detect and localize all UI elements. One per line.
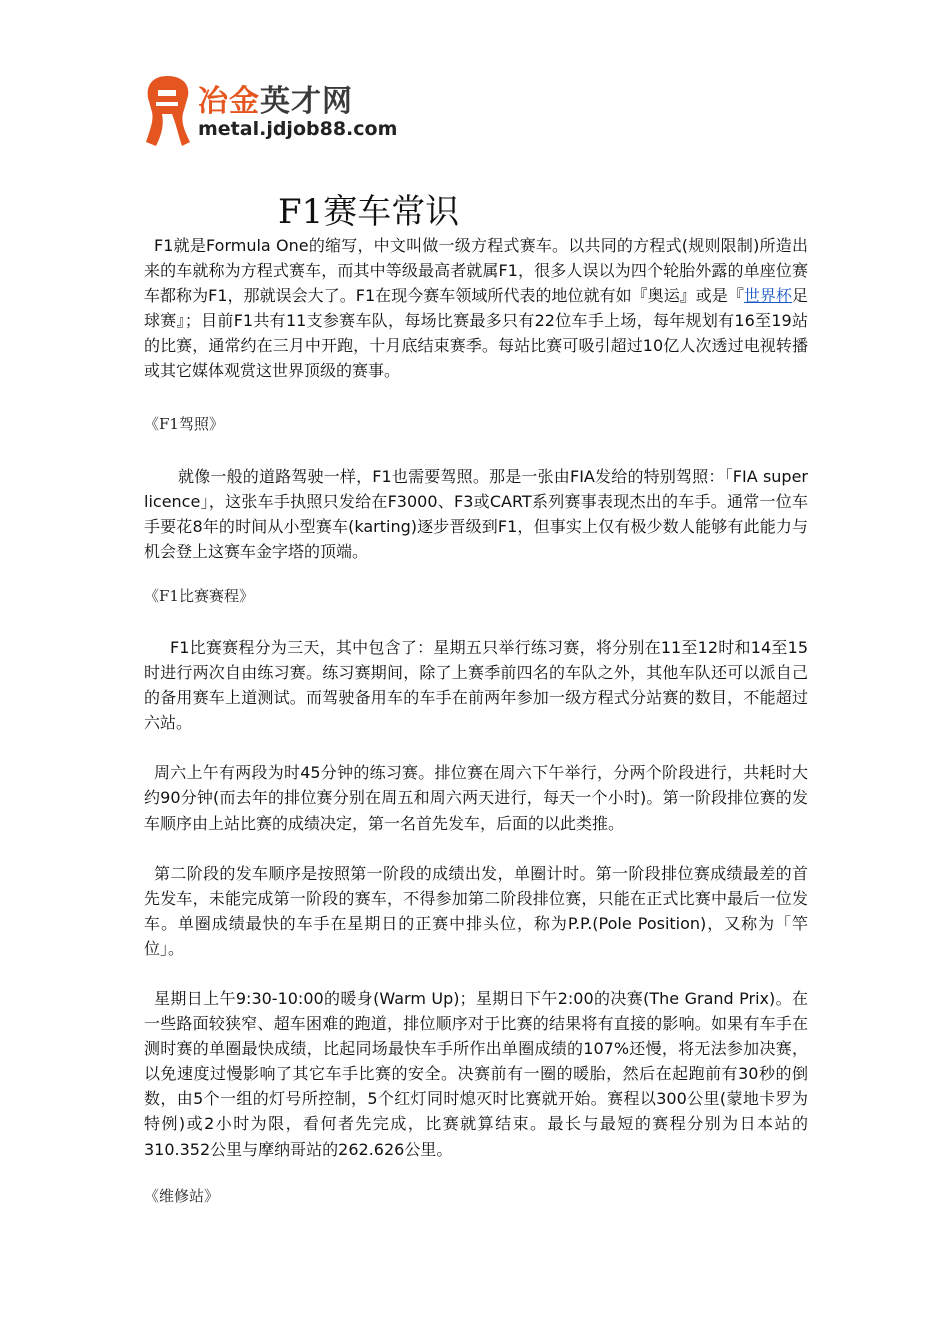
license-heading: 《F1驾照》: [144, 414, 224, 433]
schedule-paragraph-4: 星期日上午9:30-10:00的暖身(Warm Up)；星期日下午2:00的决赛(The Grand Prix)。在一些路面较狭窄、超车困难的跑道，排位顺序对于比赛的结果将有直接的影响。如果有车手在测时赛的单圈最快成绩，比起同场最快车手所作出单圈成绩的107%还慢，将无法参加决赛，以免速度过慢影响了其它车手比赛的安全。决赛前有一圈的暖胎，然后在起跑前有30秒的倒数，由5个一组的灯号所控制，5个红灯同时熄灭时比赛就开始。赛程以300公里(蒙地卡罗为特例)或2小时为限，看何者先完成，比赛就算结束。最长与最短的赛程分别为日本站的310.352公里与摩纳哥站的262.626公里。: [144, 988, 808, 1159]
intro-paragraph: [144, 233, 808, 384]
logo-chinese-name: [198, 76, 353, 120]
logo-url: metal.jdjob88.com: [198, 118, 398, 140]
schedule-paragraph-1: F1比赛赛程分为三天，其中包含了：星期五只举行练习赛，将分别在11至12时和14至15时进行两次自由练习赛。练习赛期间，除了上赛季前四名的车队之外，其他车队还可以派自己的备用赛车上道测试。而驾驶备用车的车手在前两年参加一级方程式分站赛的数目，不能超过六站。: [144, 637, 808, 733]
article-body: [144, 233, 808, 1209]
schedule-heading: 《F1比赛赛程》: [144, 586, 254, 605]
pit-stop-heading: 《维修站》: [144, 1186, 220, 1205]
logo-name-tail: 英才网: [260, 84, 353, 119]
site-logo[interactable]: [142, 70, 402, 154]
intro-text-before: F1就是Formula One的缩写，中文叫做一级方程式赛车。以共同的方程式(规则限制)所造出来的车就称为方程式赛车，而其中等级最高者就属F1，很多人误以为四个轮胎外露的单座位赛车都称为F1，那就误会大了。F1在现今赛车领域所代表的地位就有如『奥运』或是『: [144, 236, 808, 306]
schedule-paragraph-2: 周六上午有两段为时45分钟的练习赛。排位赛在周六下午举行，分两个阶段进行，共耗时大约90分钟(而去年的排位赛分别在周五和周六两天进行，每天一个小时)。第一阶段排位赛的发车顺序由上站比赛的成绩决定，第一名首先发车，后面的以此类推。: [144, 763, 808, 833]
logo-mark-icon: [142, 72, 192, 150]
page-title: F1赛车常识: [278, 192, 460, 232]
logo-name-main: 冶金: [198, 84, 260, 119]
intro-text-after: 足球赛』；目前F1共有11支参赛车队，每场比赛最多只有22位车手上场，每年规划有16至19站的比赛，通常约在三月中开跑，十月底结束赛季。每站比赛可吸引超过10亿人次透过电视转播或其它媒体观赏这世界顶级的赛事。: [144, 286, 808, 381]
schedule-paragraph-3: 第二阶段的发车顺序是按照第一阶段的成绩出发，单圈计时。第一阶段排位赛成绩最差的首先发车，未能完成第一阶段的赛车，不得参加第二阶段排位赛，只能在正式比赛中最后一位发车。单圈成绩最快的车手在星期日的正赛中排头位，称为P.P.(Pole Position)，又称为「竿位」。: [144, 863, 808, 958]
world-cup-link[interactable]: 世界杯: [743, 286, 792, 306]
license-paragraph: 就像一般的道路驾驶一样，F1也需要驾照。那是一张由FIA发给的特别驾照：「FIA super licence」，这张车手执照只发给在F3000、F3或CART系列赛事表现杰出的车手。通常一位车手要花8年的时间从小型赛车(karting)逐步晋级到F1，但事实上仅有极少数人能够有此能力与机会登上这赛车金字塔的顶端。: [144, 466, 808, 561]
